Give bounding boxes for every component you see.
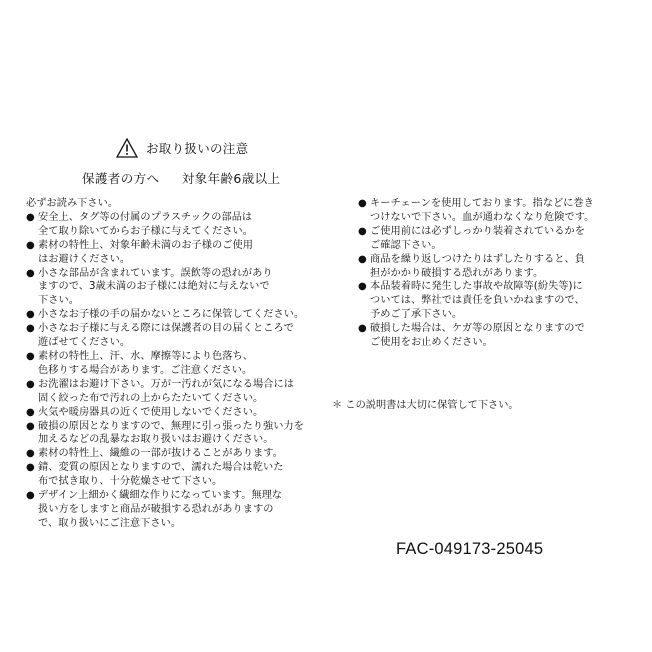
caution-item (358, 280, 618, 322)
caution-text-line: はお避けください。 (38, 253, 131, 265)
caution-item (26, 406, 326, 420)
guardian-age-subtitle: 保護者の方へ 対象年齢6歳以上 (82, 171, 281, 186)
caution-item (26, 461, 326, 489)
caution-item (358, 253, 618, 281)
caution-item (26, 489, 326, 531)
caution-item (358, 225, 618, 253)
caution-item (26, 447, 326, 461)
caution-text-line: 全て取り除いてからお子様に与えてください。 (38, 225, 253, 237)
bullet-icon: ● (26, 462, 35, 474)
keep-manual-note: ＊ この説明書は大切に保管して下さい。 (332, 400, 519, 411)
warning-triangle-icon (116, 138, 138, 158)
caution-text-line: 担がかかり破損する恐れがあります。 (370, 267, 544, 279)
product-code: FAC-049173-25045 (396, 540, 544, 558)
caution-header (116, 137, 248, 159)
caution-text-line: ご使用をお止めください。 (370, 337, 493, 349)
caution-item (26, 308, 326, 322)
bullet-icon: ● (26, 350, 35, 362)
bullet-icon: ● (26, 309, 35, 321)
caution-text-line: 錆、変質の原因となりますので、濡れた場合は乾いた (38, 462, 284, 474)
caution-text-line: デザイン上細かく繊細な作りになっています。無理な (38, 490, 283, 502)
caution-text-line: 小さなお子様に与える際には保護者の目の届くところで (38, 323, 294, 335)
caution-text-line: 商品を繰り返しつけたりはずしたりすると、負 (370, 253, 585, 265)
caution-text-line: ついては、弊社では責任を負いかねますので、 (370, 295, 585, 307)
caution-item (26, 211, 326, 239)
bullet-icon: ● (26, 323, 35, 335)
caution-text-line: 小さなお子様の手の届かないところに保管してください。 (38, 309, 305, 321)
bullet-icon: ● (26, 211, 35, 223)
bullet-icon: ● (358, 281, 367, 293)
caution-item (26, 322, 326, 350)
caution-text-line: 素材の特性上、繊維の一部が抜けることがあります。 (38, 448, 283, 460)
bullet-icon: ● (26, 378, 35, 390)
caution-text-line: つけないで下さい。血が通わなくなり危険です。 (370, 211, 595, 223)
caution-item (26, 350, 326, 378)
caution-text-line: 予めご了承下さい。 (370, 309, 463, 321)
caution-text-line: キーチェーンを使用しております。指などに巻き (370, 198, 594, 209)
bullet-icon: ● (358, 323, 367, 335)
caution-text-line: 下さい。 (38, 295, 79, 307)
caution-title: お取り扱いの注意 (146, 141, 249, 156)
caution-text-line: 火気や暖房器具の近くで使用しないでください。 (38, 406, 264, 418)
left-caution-list (26, 197, 326, 531)
bullet-icon: ● (26, 448, 35, 460)
caution-text-line: 安全上、タグ等の付属のプラスチックの部品は (38, 211, 253, 223)
bullet-icon: ● (26, 267, 35, 279)
caution-text-line: 破損の原因となりますので、無理に引っ張ったり強い力を (38, 420, 304, 432)
caution-text-line: お洗濯はお避け下さい。万が一汚れが気になる場合には (38, 378, 294, 390)
caution-item (26, 420, 326, 448)
caution-text-line: 破損した場合は、ケガ等の原因となりますので (370, 323, 585, 335)
caution-text-line: ご使用前には必ずしっかり装着されているかを (370, 225, 585, 237)
caution-item (358, 197, 618, 225)
caution-text-line: 色移りする場合があります。ご注意ください。 (38, 364, 253, 376)
bullet-icon: ● (358, 198, 367, 209)
caution-text-line: 固く絞った布で汚れの上からたたいてください。 (38, 392, 264, 404)
caution-text-line: で、取り扱いにご注意下さい。 (38, 517, 182, 529)
read-notice: 必ずお読み下さい。 (26, 198, 119, 209)
caution-text-line: 加えるなどの乱暴なお取り扱いはお避けください。 (38, 434, 274, 446)
bullet-icon: ● (358, 253, 367, 265)
caution-text-line: 小さな部品が含まれています。誤飲等の恐れがあり (38, 267, 273, 279)
caution-item (26, 239, 326, 267)
bullet-icon: ● (358, 225, 367, 237)
caution-text-line: 扱い方をしますと商品が破損する恐れがありますの (38, 503, 274, 515)
caution-item (26, 267, 326, 309)
caution-text-line: ますので、3歳未満のお子様には絶対に与えないで (38, 281, 270, 293)
right-caution-list (358, 197, 618, 350)
caution-text-line: ご確認下さい。 (370, 239, 442, 251)
caution-text-line: 素材の特性上、汗、水、摩擦等により色落ち、 (38, 350, 253, 362)
caution-item (26, 378, 326, 406)
bullet-icon: ● (26, 420, 35, 432)
bullet-icon: ● (26, 239, 35, 251)
caution-text-line: 布で拭き取り、十分乾燥させて下さい。 (38, 476, 223, 488)
bullet-icon: ● (26, 490, 35, 502)
bullet-icon: ● (26, 406, 35, 418)
caution-item (358, 322, 618, 350)
caution-text-line: 遊ばせてください。 (38, 337, 131, 349)
caution-text-line: 素材の特性上、対象年齢未満のお子様のご使用 (38, 239, 253, 251)
caution-text-line: 本品装着時に発生した事故や故障等(紛失等)に (370, 281, 583, 293)
